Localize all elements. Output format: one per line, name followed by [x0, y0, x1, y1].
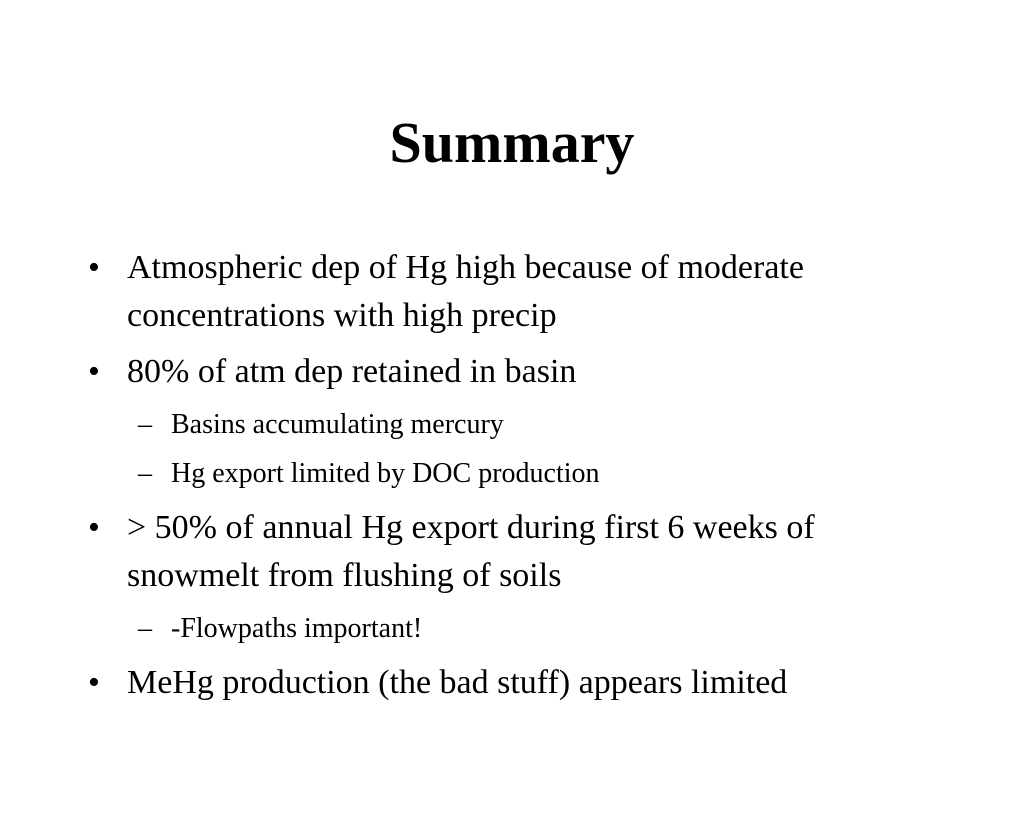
- sub-bullet-text: Hg export limited by DOC production: [171, 458, 600, 489]
- sub-bullet-text: -Flowpaths important!: [171, 613, 423, 644]
- bullet-text: 80% of atm dep retained in basin: [127, 353, 577, 390]
- bullet-marker: •: [88, 664, 100, 701]
- bullet-item: [88, 348, 948, 396]
- sub-bullet-item: [138, 405, 938, 445]
- sub-bullet-item: [138, 609, 938, 649]
- sub-bullet-item: [138, 454, 938, 494]
- sub-bullet-marker: –: [138, 409, 152, 440]
- sub-bullet-text: Basins accumulating mercury: [171, 409, 504, 440]
- sub-bullet-marker: –: [138, 458, 152, 489]
- bullet-text: MeHg production (the bad stuff) appears limited: [127, 664, 788, 701]
- bullet-item: [88, 659, 948, 707]
- sub-bullet-marker: –: [138, 613, 152, 644]
- bullet-marker: •: [88, 353, 100, 390]
- bullet-item: [88, 504, 948, 600]
- slide-title: Summary: [389, 110, 635, 175]
- bullet-text: Atmospheric dep of Hg high because of moderate concentrations with high precip: [127, 249, 804, 334]
- bullet-marker: •: [88, 249, 100, 286]
- bullet-item: [88, 244, 948, 340]
- bullet-marker: •: [88, 509, 100, 546]
- bullet-text: > 50% of annual Hg export during first 6 weeks of snowmelt from flushing of soils: [127, 509, 815, 594]
